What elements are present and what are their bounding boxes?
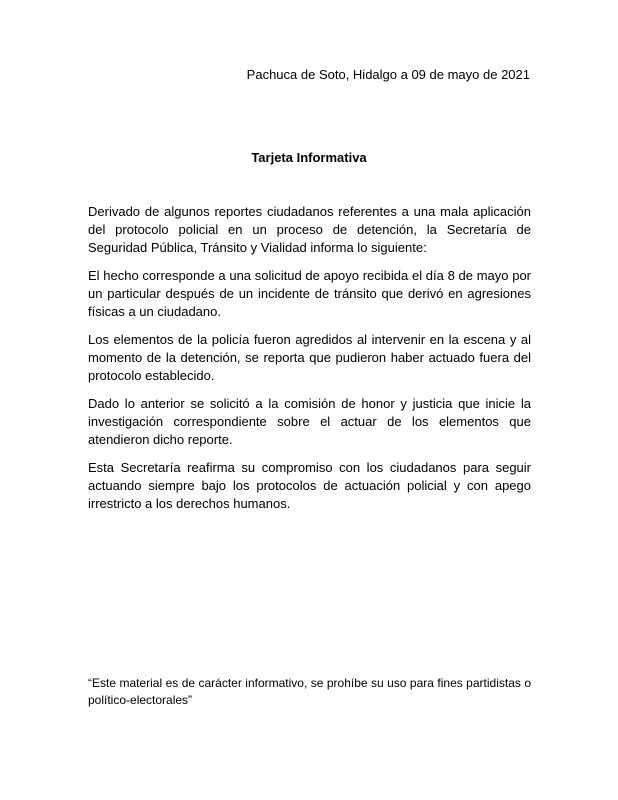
document-title: Tarjeta Informativa xyxy=(251,150,367,165)
date-line: Pachuca de Soto, Hidalgo a 09 de mayo de 2021 xyxy=(246,67,530,82)
document-body xyxy=(88,203,531,523)
paragraph-police-elements: Los elementos de la policía fueron agredidos al intervenir en la escena y al momento de la detención, se reporta que pudieron haber actuado fuera del protocolo establecido. xyxy=(88,332,531,383)
paragraph-incident: El hecho corresponde a una solicitud de apoyo recibida el día 8 de mayo por un particular después de un incidente de tránsito que derivó en agresiones físicas a un ciudadano. xyxy=(88,268,531,319)
footer-disclaimer: “Este material es de carácter informativo, se prohíbe su uso para fines partidistas o político-electorales” xyxy=(88,676,531,707)
paragraph-commitment: Esta Secretaría reafirma su compromiso con los ciudadanos para seguir actuando siempre bajo los protocolos de actuación policial y con apego irrestricto a los derechos humanos. xyxy=(88,460,531,511)
paragraph-investigation: Dado lo anterior se solicitó a la comisión de honor y justicia que inicie la investigación correspondiente sobre el actuar de los elementos que atendieron dicho reporte. xyxy=(88,396,531,447)
paragraph-intro: Derivado de algunos reportes ciudadanos referentes a una mala aplicación del protocolo policial en un proceso de detención, la Secretaría de Seguridad Pública, Tránsito y Vialidad informa lo siguiente: xyxy=(88,204,531,255)
